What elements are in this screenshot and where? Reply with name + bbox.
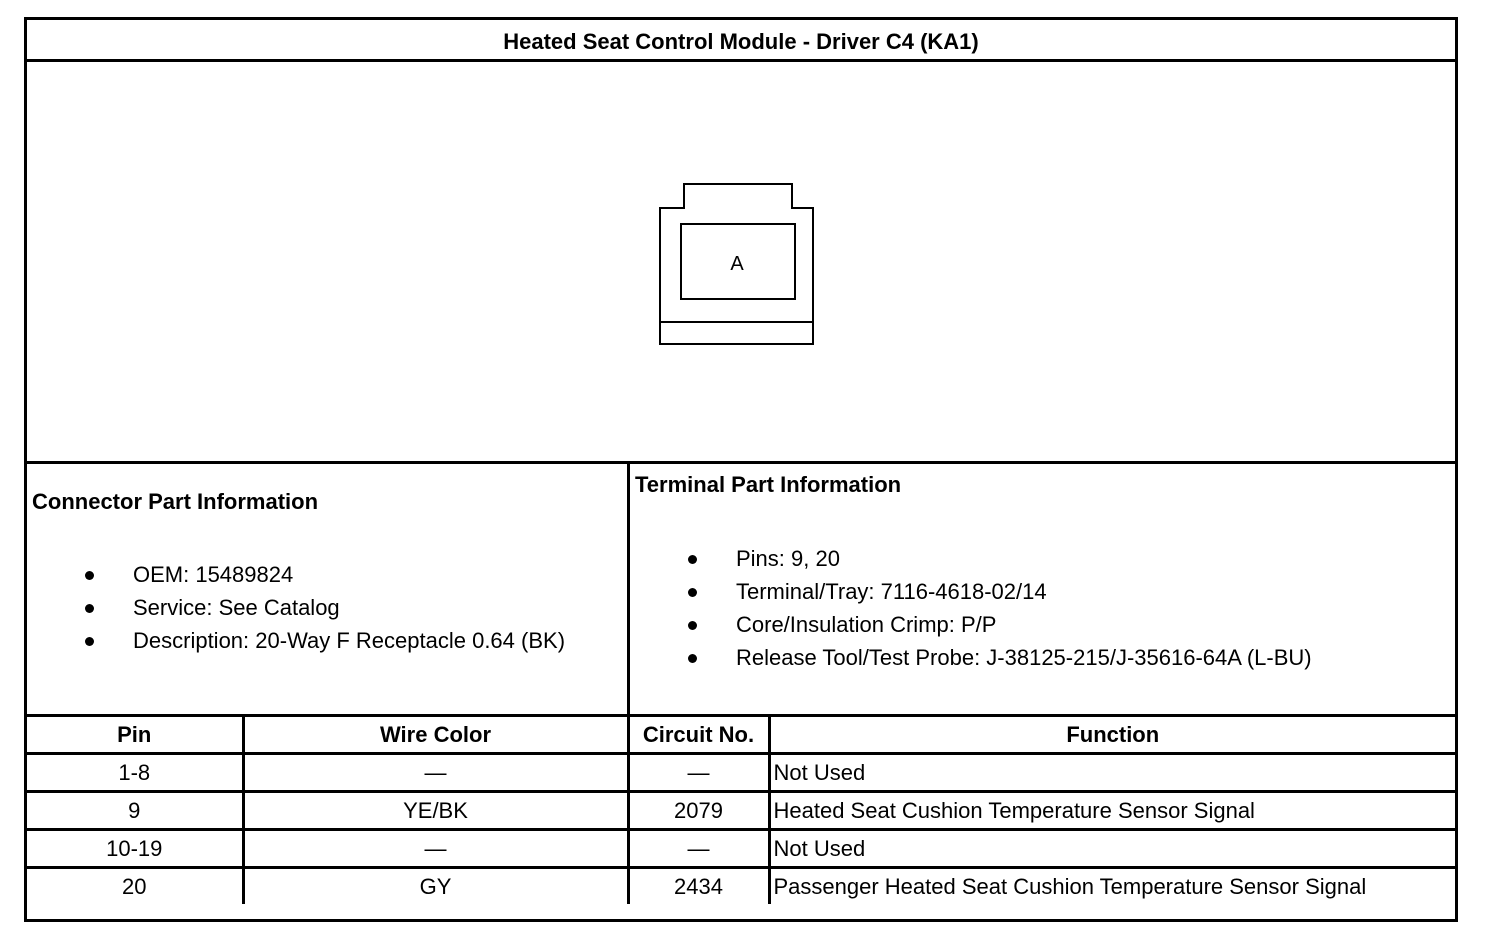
column-header-function: Function [769, 716, 1455, 754]
pin-cell: 20 [27, 868, 243, 905]
circuit-cell: — [628, 830, 769, 868]
connector-diagram [27, 62, 1455, 464]
table-row [27, 754, 1455, 792]
bullet-icon [688, 588, 697, 597]
connector-info-heading: Connector Part Information [32, 489, 319, 514]
bullet-icon [85, 604, 94, 613]
table-header-row [27, 716, 1455, 754]
function-cell: Not Used [769, 754, 1455, 792]
pin-cell: 1-8 [27, 754, 243, 792]
column-header-pin: Pin [27, 716, 243, 754]
bullet-icon [688, 555, 697, 564]
terminal-info-heading: Terminal Part Information [635, 472, 902, 497]
cavity-label: A [730, 253, 744, 275]
column-header-wire-color: Wire Color [243, 716, 628, 754]
column-header-circuit: Circuit No. [628, 716, 769, 754]
pin-cell: 9 [27, 792, 243, 830]
table-row [27, 868, 1455, 905]
circuit-cell: — [628, 754, 769, 792]
table-row [27, 792, 1455, 830]
bullet-icon [688, 621, 697, 630]
function-cell: Heated Seat Cushion Temperature Sensor Signal [769, 792, 1455, 830]
circuit-cell: 2079 [628, 792, 769, 830]
function-cell: Passenger Heated Seat Cushion Temperature Sensor Signal [769, 868, 1455, 905]
pin-cell: 10-19 [27, 830, 243, 868]
wire-color-cell: YE/BK [243, 792, 628, 830]
pin-table [27, 714, 1455, 904]
circuit-cell: 2434 [628, 868, 769, 905]
page-title: Heated Seat Control Module - Driver C4 (KA1) [27, 20, 1455, 62]
connector-face-drawing [658, 182, 818, 347]
table-row [27, 830, 1455, 868]
wire-color-cell: — [243, 754, 628, 792]
bullet-icon [85, 637, 94, 646]
connector-sheet [24, 17, 1458, 922]
wire-color-cell: — [243, 830, 628, 868]
function-cell: Not Used [769, 830, 1455, 868]
bullet-icon [85, 571, 94, 580]
wire-color-cell: GY [243, 868, 628, 905]
connector-part-information: Connector Part Information OEM: 15489824 Service: See Catalog Description: 20-Way F Receptacle 0.64 (BK) [27, 464, 630, 716]
bullet-icon [688, 654, 697, 663]
terminal-part-information: Terminal Part Information Pins: 9, 20 Terminal/Tray: 7116-4618-02/14 Core/Insulation Crimp: P/P Release Tool/Test Probe: J-38125-215/J-35616-64A (L-BU) [635, 472, 1312, 670]
